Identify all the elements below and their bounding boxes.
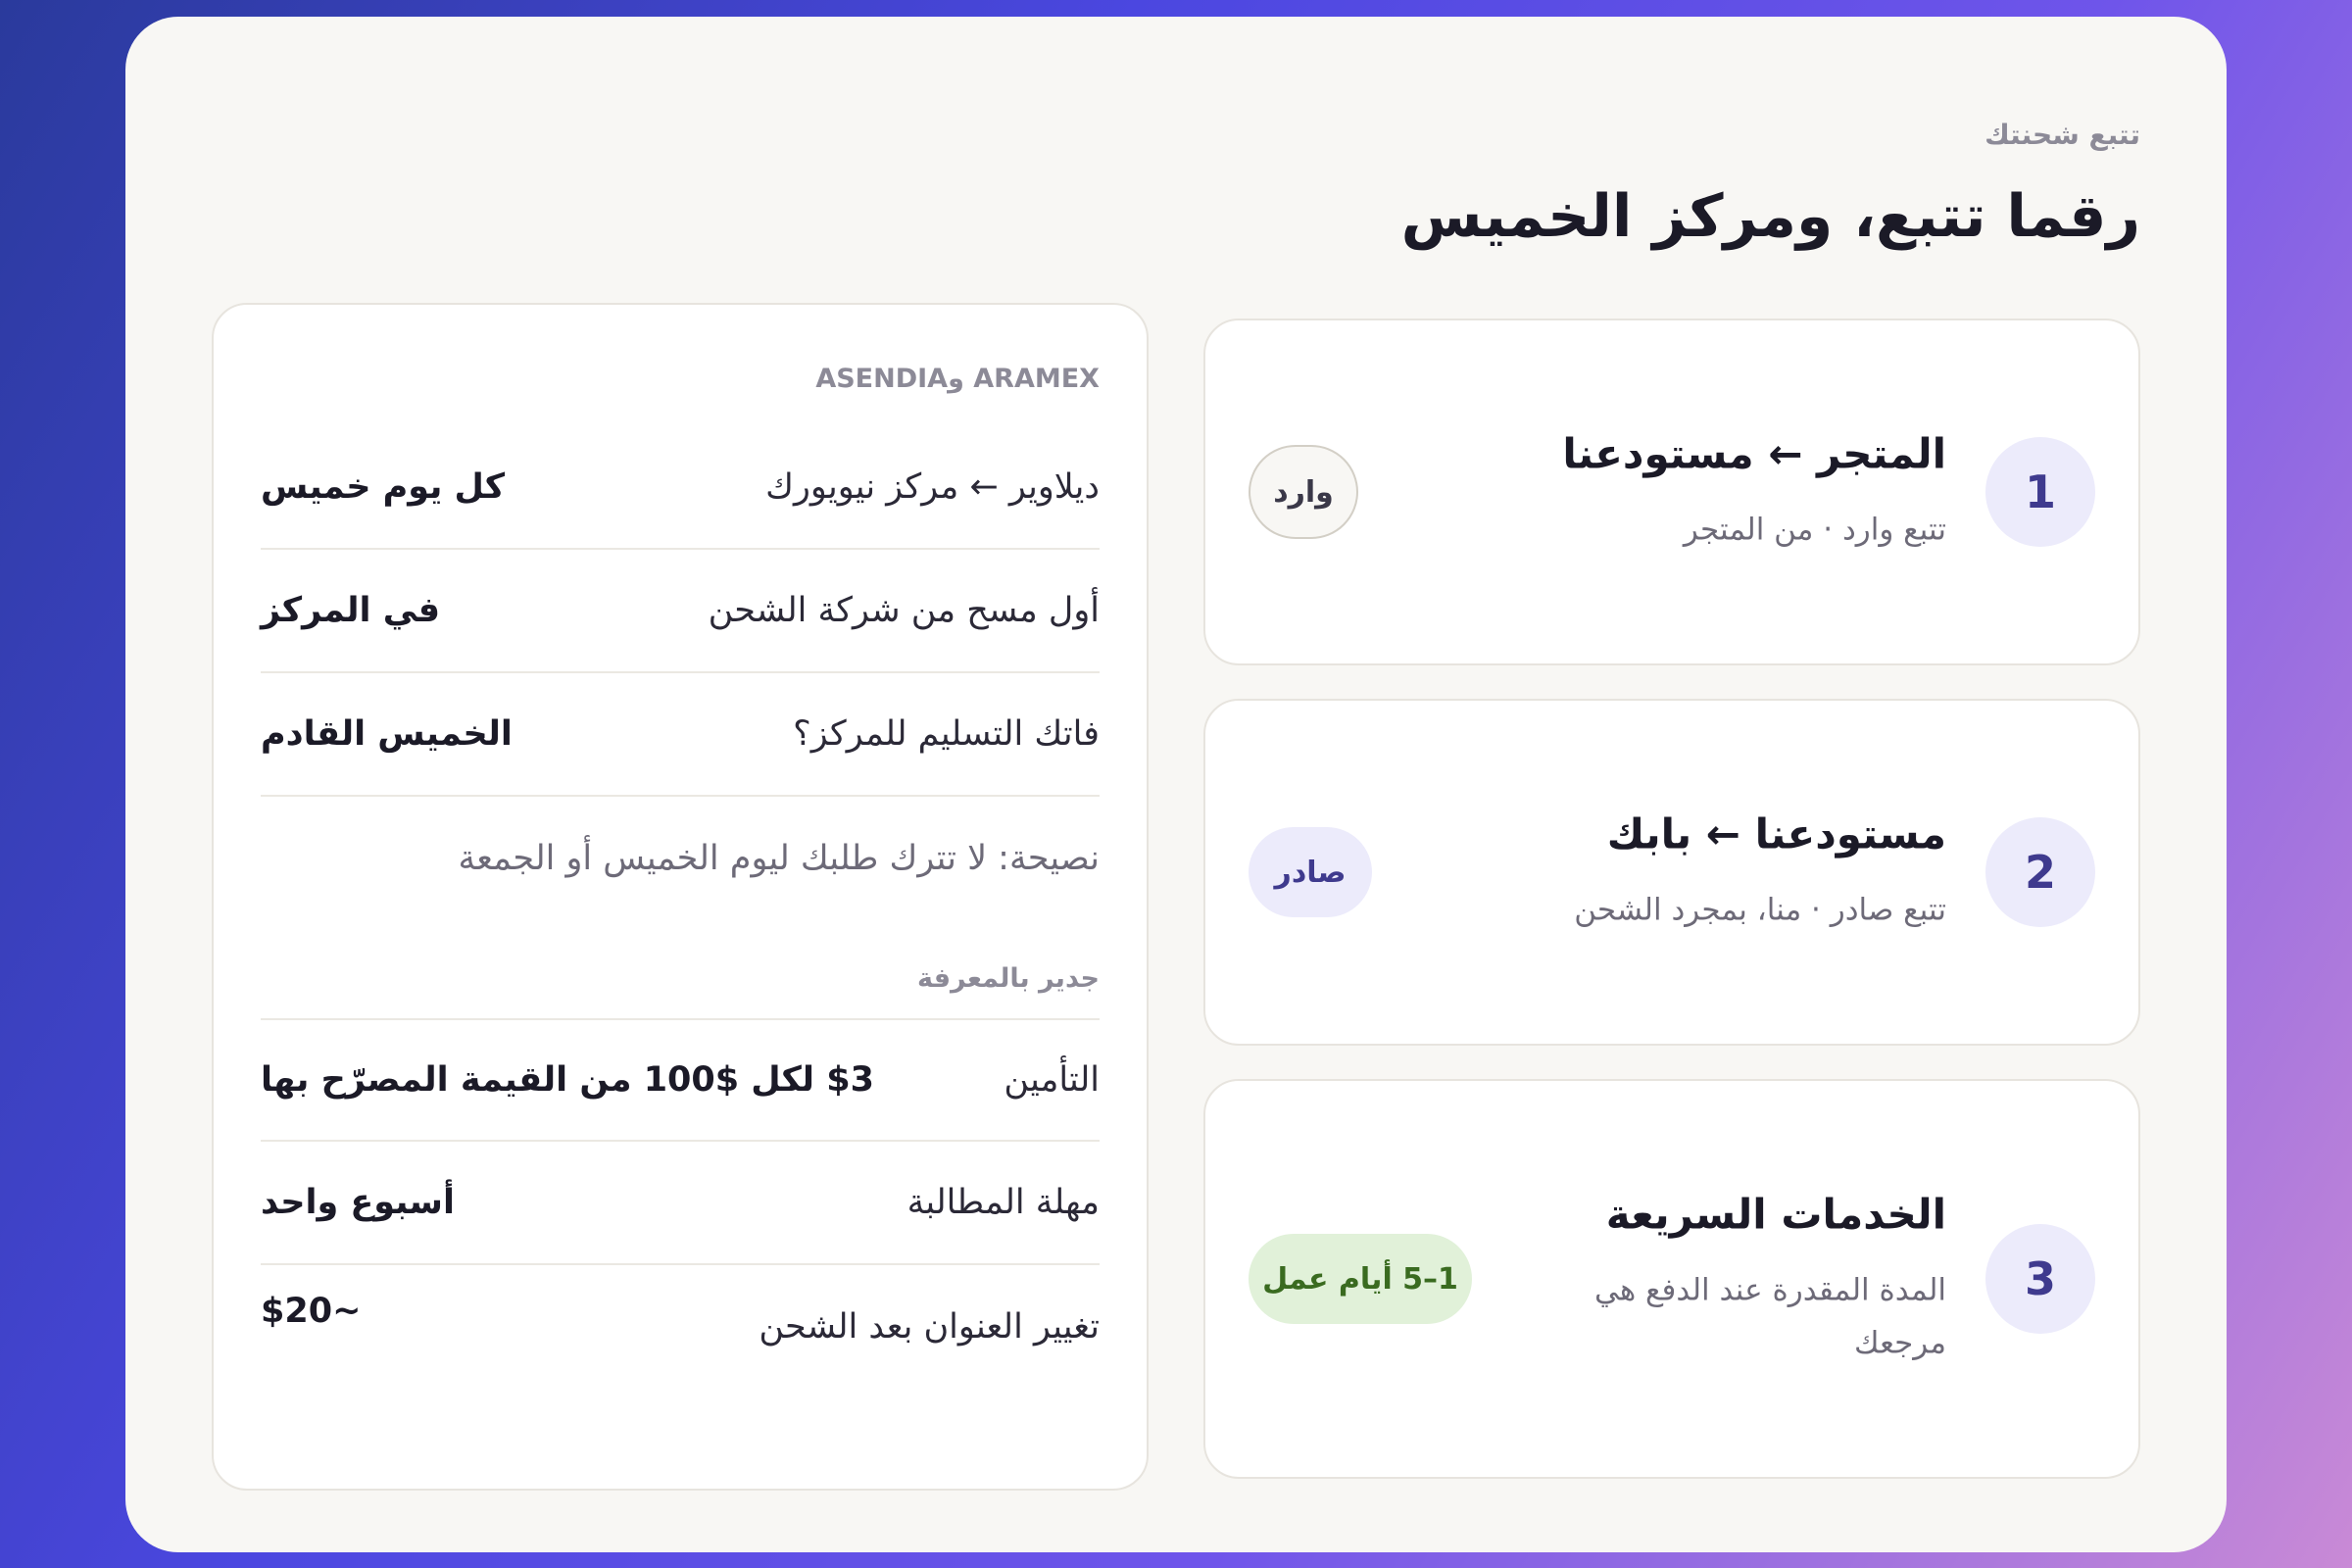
fact-row-value: ~$20 [261, 1292, 362, 1331]
step-number-badge: 1 [1985, 437, 2095, 547]
info-row-label: ديلاوير ← مركز نيويورك [765, 467, 1100, 507]
tracking-panel [125, 17, 2227, 1552]
step-subtitle: المدة المقدرة عند الدفع هي مرجعك [1593, 1272, 1946, 1361]
step-card-outbound [1203, 699, 2140, 1046]
outbound-tag: صادر [1249, 827, 1372, 917]
step-number-badge: 2 [1985, 817, 2095, 927]
tip-text: نصيحة: لا تترك طلبك ليوم الخميس أو الجمعة [458, 839, 1100, 878]
info-row [261, 426, 1100, 550]
step-title: الخدمات السريعة [1605, 1190, 1946, 1239]
info-row [261, 673, 1100, 797]
info-row-label: فاتك التسليم للمركز؟ [793, 714, 1100, 754]
info-row-label: أول مسح من شركة الشحن [708, 591, 1100, 630]
step-card-inbound [1203, 318, 2140, 665]
step-subtitle: تتبع صادر · منا، بمجرد الشحن [1574, 892, 1946, 928]
fact-row [261, 1018, 1100, 1142]
step-card-express [1203, 1079, 2140, 1479]
fact-row-label: تغيير العنوان بعد الشحن [759, 1307, 1100, 1347]
step-number-badge: 3 [1985, 1224, 2095, 1334]
step-subtitle: تتبع وارد · من المتجر [1683, 512, 1946, 548]
fact-row-label: مهلة المطالبة [906, 1183, 1100, 1222]
step-text [1535, 428, 1946, 557]
delivery-time-tag: 1–5 أيام عمل [1249, 1234, 1472, 1324]
info-row [261, 550, 1100, 673]
good-to-know-label: جدير بالمعرفة [917, 963, 1100, 994]
step-title: مستودعنا ← بابك [1606, 809, 1946, 858]
fact-row-value: أسبوع واحد [261, 1183, 455, 1222]
fact-row [261, 1265, 1100, 1389]
carrier-info-card [212, 303, 1149, 1491]
step-title: المتجر ← مستودعنا [1562, 429, 1946, 478]
fact-row-label: التأمين [1004, 1060, 1100, 1100]
info-row-value: كل يوم خميس [261, 467, 506, 507]
step-text [1535, 1188, 1946, 1369]
fact-row [261, 1142, 1100, 1265]
tracking-steps [1203, 318, 2140, 1512]
inbound-tag: وارد [1249, 445, 1358, 539]
page-title: رقما تتبع، ومركز الخميس [1400, 182, 2140, 251]
info-row-value: الخميس القادم [261, 714, 513, 754]
fact-row-value: $3 لكل $100 من القيمة المصرّح بها [261, 1060, 874, 1100]
info-row-value: في المركز [261, 591, 441, 630]
carriers-label: ARAMEX وASENDIA [815, 364, 1100, 394]
step-text [1535, 808, 1946, 937]
eyebrow-label: تتبع شحنتك [1984, 119, 2140, 151]
